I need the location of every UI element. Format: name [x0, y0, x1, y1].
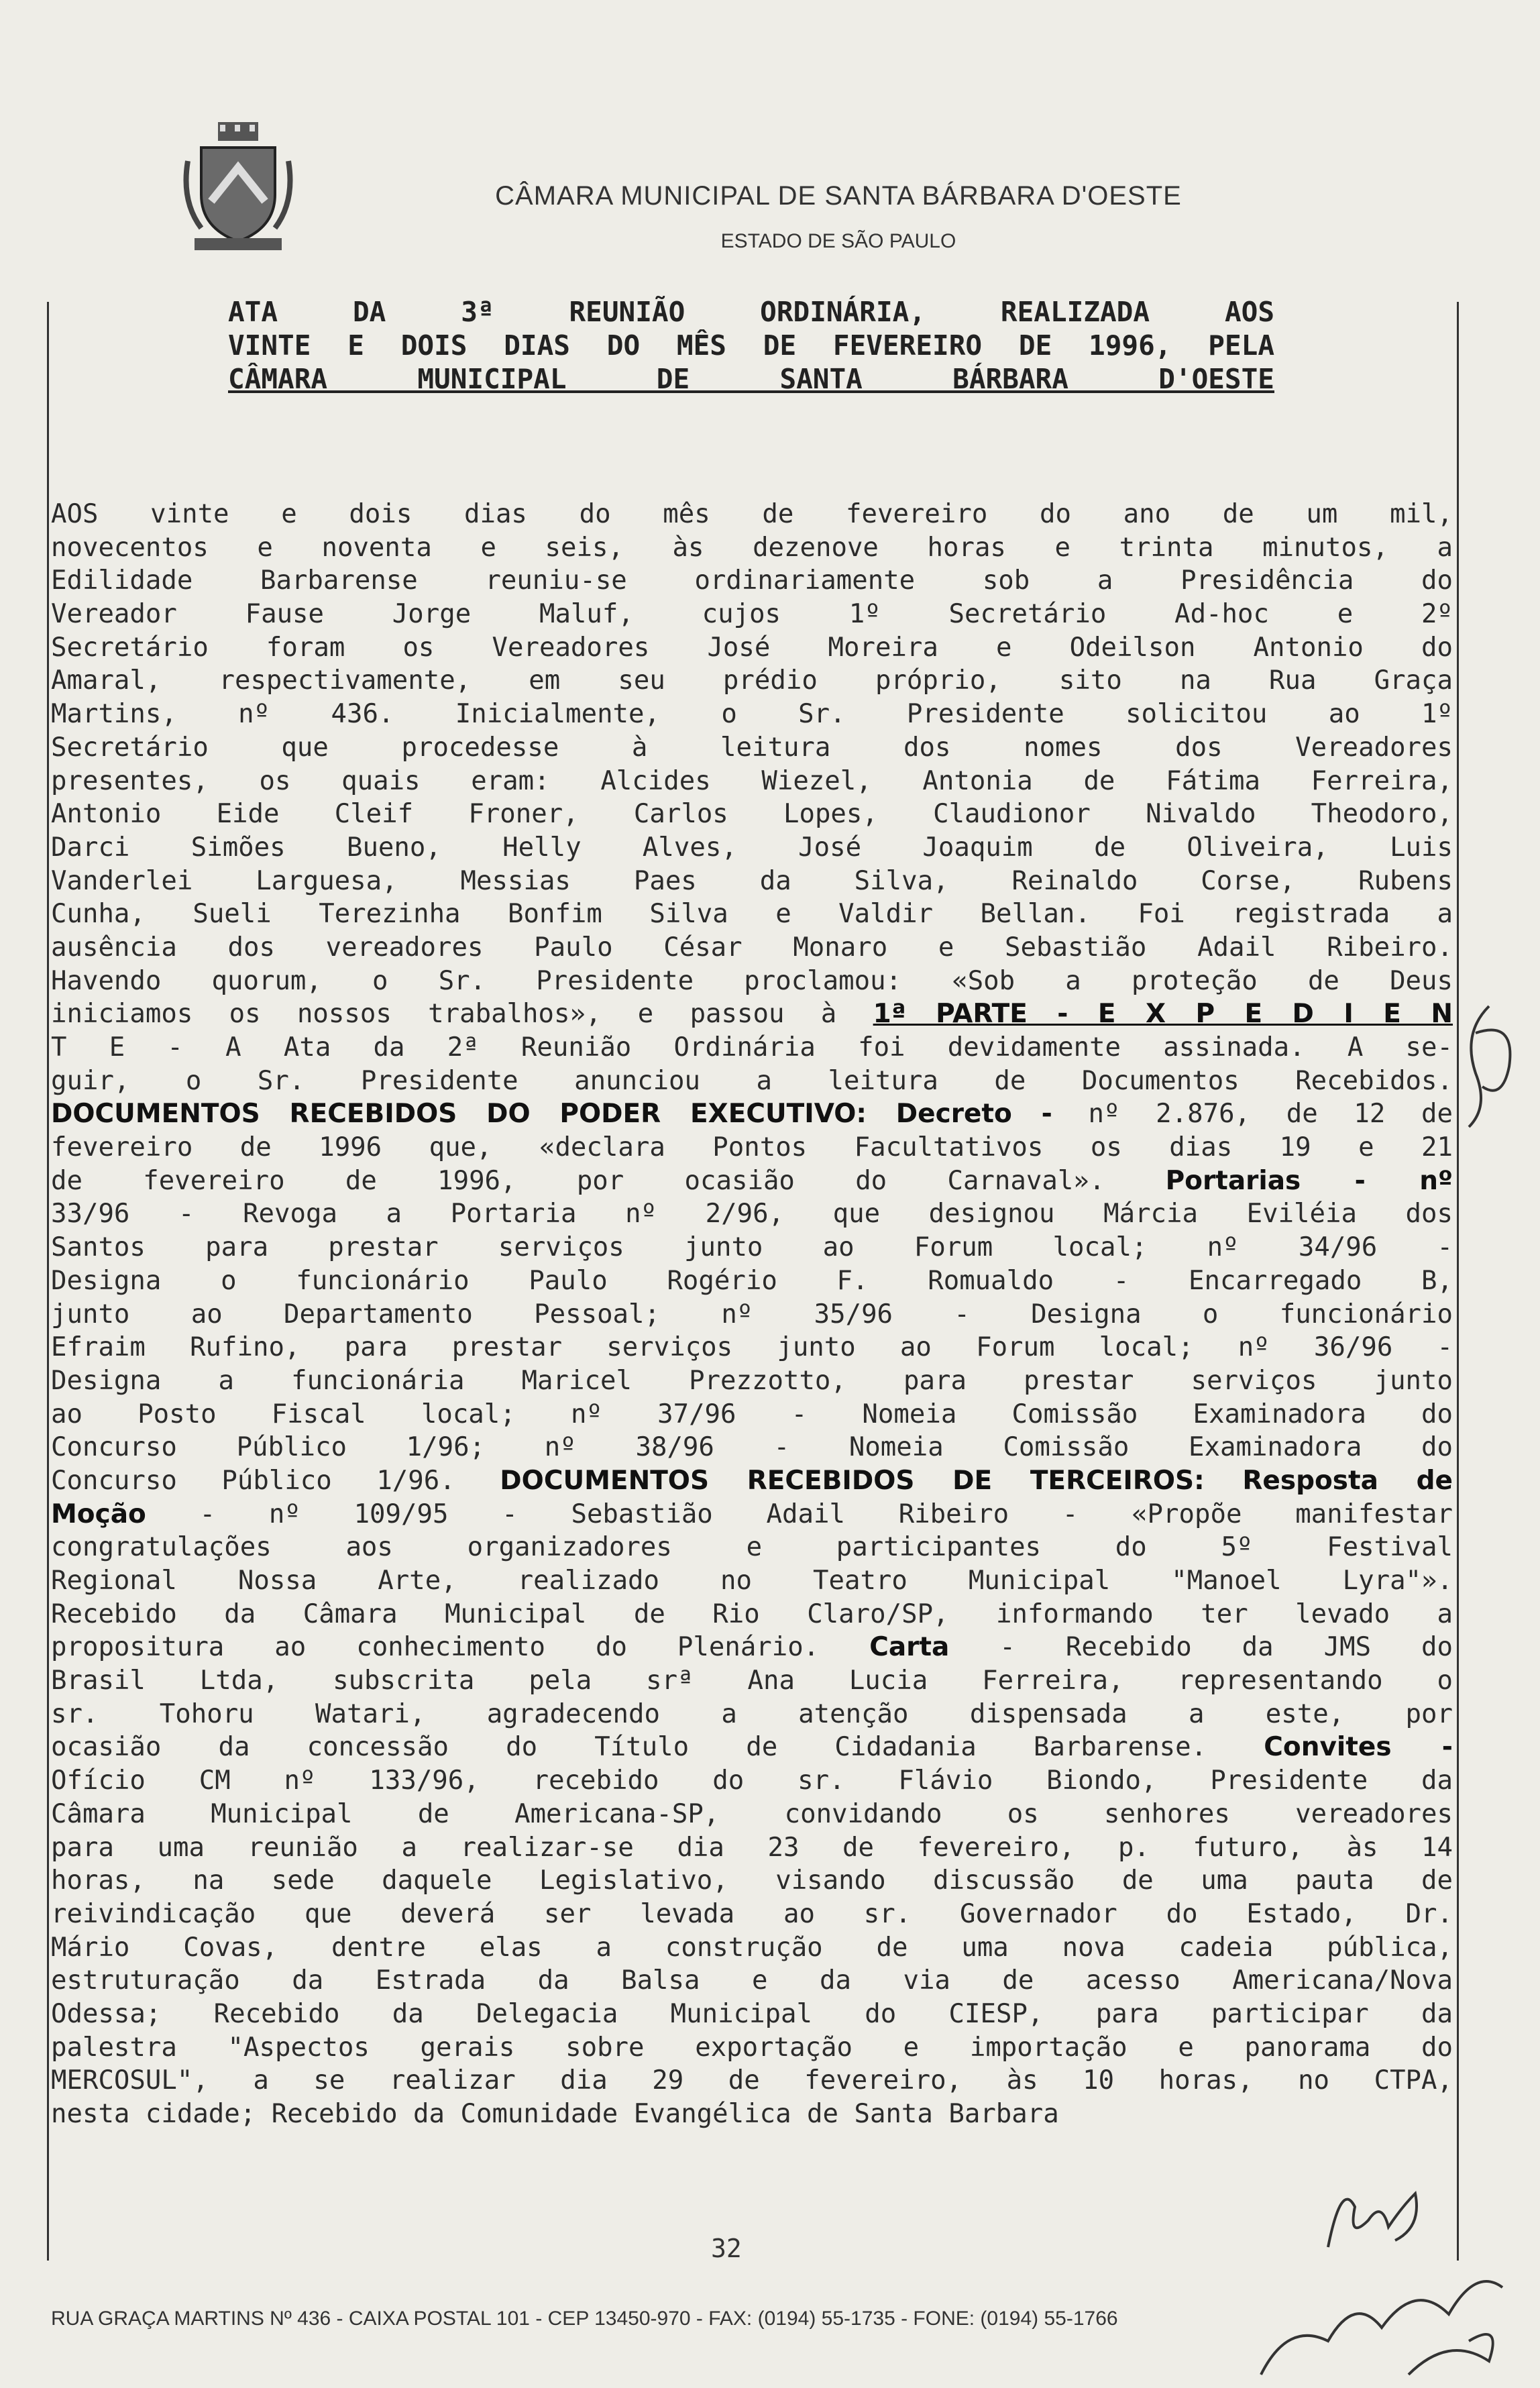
title-line: CÂMARA MUNICIPAL DE SANTA BÁRBARA D'OESTE	[228, 363, 1274, 395]
text-line: Designa o funcionário Paulo Rogério F. Romualdo - Encarregado B,	[51, 1265, 1453, 1296]
text-line: Vereador Fause Jorge Maluf, cujos 1º Secretário Ad-hoc e 2º	[51, 599, 1453, 630]
text-segment: iniciamos os nossos trabalhos», e passou à	[51, 999, 837, 1030]
text-segment: - nº 109/95 - Sebastião Adail Ribeiro - «Propõe manifestar	[199, 1499, 1453, 1529]
page-number: 32	[711, 2234, 742, 2263]
text-line: Mário Covas, dentre elas a construção de uma nova cadeia pública,	[51, 1932, 1453, 1963]
text-line: 33/96 - Revoga a Portaria nº 2/96, que designou Márcia Eviléia dos	[51, 1199, 1453, 1230]
text-line: horas, na sede daquele Legislativo, visando discussão de uma pauta de	[51, 1865, 1453, 1896]
title-line: ATA DA 3ª REUNIÃO ORDINÁRIA, REALIZADA AOS	[228, 296, 1274, 328]
text-line: Secretário foram os Vereadores José Moreira e Odeilson Antonio do	[51, 632, 1453, 663]
text-line: Martins, nº 436. Inicialmente, o Sr. Presidente solicitou ao 1º	[51, 699, 1453, 730]
text-segment: ocasião da concessão do Título de Cidadania Barbarense.	[51, 1732, 1207, 1763]
text-segment: - Recebido da JMS do	[999, 1632, 1453, 1663]
state-name: ESTADO DE SÃO PAULO	[720, 230, 956, 252]
text-line: novecentos e noventa e seis, às dezenove horas e trinta minutos, a	[51, 532, 1453, 563]
text-line: nesta cidade; Recebido da Comunidade Evangélica de Santa Barbara	[51, 2099, 1059, 2129]
text-line: estruturação da Estrada da Balsa e da via de acesso Americana/Nova	[51, 1965, 1453, 1996]
text-line	[51, 997, 1453, 1031]
text-line: reivindicação que deverá ser levada ao sr. Governador do Estado, Dr.	[51, 1898, 1453, 1929]
text-line: Darci Simões Bueno, Helly Alves, José Joaquim de Oliveira, Luis	[51, 832, 1453, 863]
text-line	[51, 1498, 1453, 1531]
text-segment: de fevereiro de 1996, por ocasião do Carnaval».	[51, 1165, 1105, 1196]
minutes-title	[228, 295, 1274, 396]
text-line: congratulações aos organizadores e participantes do 5º Festival	[51, 1532, 1453, 1563]
text-line: para uma reunião a realizar-se dia 23 de fevereiro, p. futuro, às 14	[51, 1832, 1453, 1863]
text-line	[51, 1164, 1453, 1198]
text-segment: propositura ao conhecimento do Plenário.	[51, 1632, 820, 1663]
signature-paulo-icon	[1315, 2167, 1435, 2267]
text-line: Santos para prestar serviços junto ao Forum local; nº 34/96 -	[51, 1232, 1453, 1263]
city-coat-of-arms-icon	[181, 121, 295, 255]
left-margin-rule	[47, 302, 49, 2261]
text-line: junto ao Departamento Pessoal; nº 35/96 - Designa o funcionário	[51, 1299, 1453, 1329]
portarias-heading: Portarias - nº	[1165, 1165, 1453, 1196]
text-line: Odessa; Recebido da Delegacia Municipal do CIESP, para participar da	[51, 1998, 1453, 2029]
text-line: Recebido da Câmara Municipal de Rio Claro/SP, informando ter levado a	[51, 1598, 1453, 1629]
convites-heading: Convites -	[1264, 1732, 1453, 1763]
signature-initials-icon	[1449, 993, 1529, 1140]
text-line: guir, o Sr. Presidente anunciou a leitura de Documentos Recebidos.	[51, 1065, 1453, 1096]
text-line	[51, 1464, 1453, 1498]
institution-name: CÂMARA MUNICIPAL DE SANTA BÁRBARA D'OESTE	[495, 181, 1182, 211]
text-line: sr. Tohoru Watari, agradecendo a atenção dispensada a este, por	[51, 1698, 1453, 1729]
text-line: Designa a funcionária Maricel Prezzotto, para prestar serviços junto	[51, 1365, 1453, 1396]
executive-documents-heading: DOCUMENTOS RECEBIDOS DO PODER EXECUTIVO: Decreto -	[51, 1099, 1052, 1130]
text-line: Vanderlei Larguesa, Messias Paes da Silva, Reinaldo Corse, Rubens	[51, 865, 1453, 896]
text-line: T E - A Ata da 2ª Reunião Ordinária foi devidamente assinada. A se-	[51, 1032, 1453, 1063]
text-line: ao Posto Fiscal local; nº 37/96 - Nomeia Comissão Examinadora do	[51, 1399, 1453, 1429]
text-line: Câmara Municipal de Americana-SP, convidando os senhores vereadores	[51, 1798, 1453, 1829]
text-line	[51, 1731, 1453, 1764]
text-line	[51, 1631, 1453, 1664]
text-line: Amaral, respectivamente, em seu prédio próprio, sito na Rua Graça	[51, 665, 1453, 696]
text-line: Cunha, Sueli Terezinha Bonfim Silva e Valdir Bellan. Foi registrada a	[51, 899, 1453, 930]
text-line: fevereiro de 1996 que, «declara Pontos Facultativos os dias 19 e 21	[51, 1132, 1453, 1163]
text-segment: nº 2.876, de 12 de	[1088, 1099, 1453, 1130]
text-line: Regional Nossa Arte, realizado no Teatro Municipal "Manoel Lyra"».	[51, 1566, 1453, 1596]
text-line	[51, 1097, 1453, 1131]
text-line: Havendo quorum, o Sr. Presidente proclamou: «Sob a proteção de Deus	[51, 965, 1453, 996]
third-party-documents-heading: DOCUMENTOS RECEBIDOS DE TERCEIROS: Resposta de	[500, 1465, 1453, 1496]
text-line: Edilidade Barbarense reuniu-se ordinariamente sob a Presidência do	[51, 565, 1453, 596]
carta-heading: Carta	[869, 1632, 950, 1663]
right-margin-rule	[1457, 302, 1459, 2261]
text-line: Secretário que procedesse à leitura dos nomes dos Vereadores	[51, 732, 1453, 763]
address-footer: RUA GRAÇA MARTINS Nº 436 - CAIXA POSTAL 101 - CEP 13450-970 - FAX: (0194) 55-1735 - FONE: (0194) 55-1766	[51, 2308, 1118, 2330]
text-line: Ofício CM nº 133/96, recebido do sr. Flávio Biondo, Presidente da	[51, 1766, 1453, 1796]
expediente-heading: 1ª PARTE - E X P E D I E N	[873, 999, 1453, 1030]
text-line: MERCOSUL", a se realizar dia 29 de fevereiro, às 10 horas, no CTPA,	[51, 2065, 1453, 2096]
minutes-body	[51, 498, 1453, 2131]
text-line: presentes, os quais eram: Alcides Wiezel, Antonia de Fátima Ferreira,	[51, 765, 1453, 796]
title-line: VINTE E DOIS DIAS DO MÊS DE FEVEREIRO DE 1996, PELA	[228, 329, 1274, 362]
text-line: AOS vinte e dois dias do mês de fevereiro do ano de um mil,	[51, 499, 1453, 529]
text-line: palestra "Aspectos gerais sobre exportação e importação e panorama do	[51, 2032, 1453, 2063]
text-line: Brasil Ltda, subscrita pela srª Ana Lucia Ferreira, representando o	[51, 1666, 1453, 1696]
text-segment: Concurso Público 1/96.	[51, 1465, 455, 1496]
text-line: Efraim Rufino, para prestar serviços junto ao Forum local; nº 36/96 -	[51, 1332, 1453, 1363]
text-line: Concurso Público 1/96; nº 38/96 - Nomeia Comissão Examinadora do	[51, 1432, 1453, 1463]
mocao-heading: Moção	[51, 1499, 146, 1529]
text-line: Antonio Eide Cleif Froner, Carlos Lopes, Claudionor Nivaldo Theodoro,	[51, 799, 1453, 830]
text-line: ausência dos vereadores Paulo César Monaro e Sebastião Adail Ribeiro.	[51, 932, 1453, 963]
